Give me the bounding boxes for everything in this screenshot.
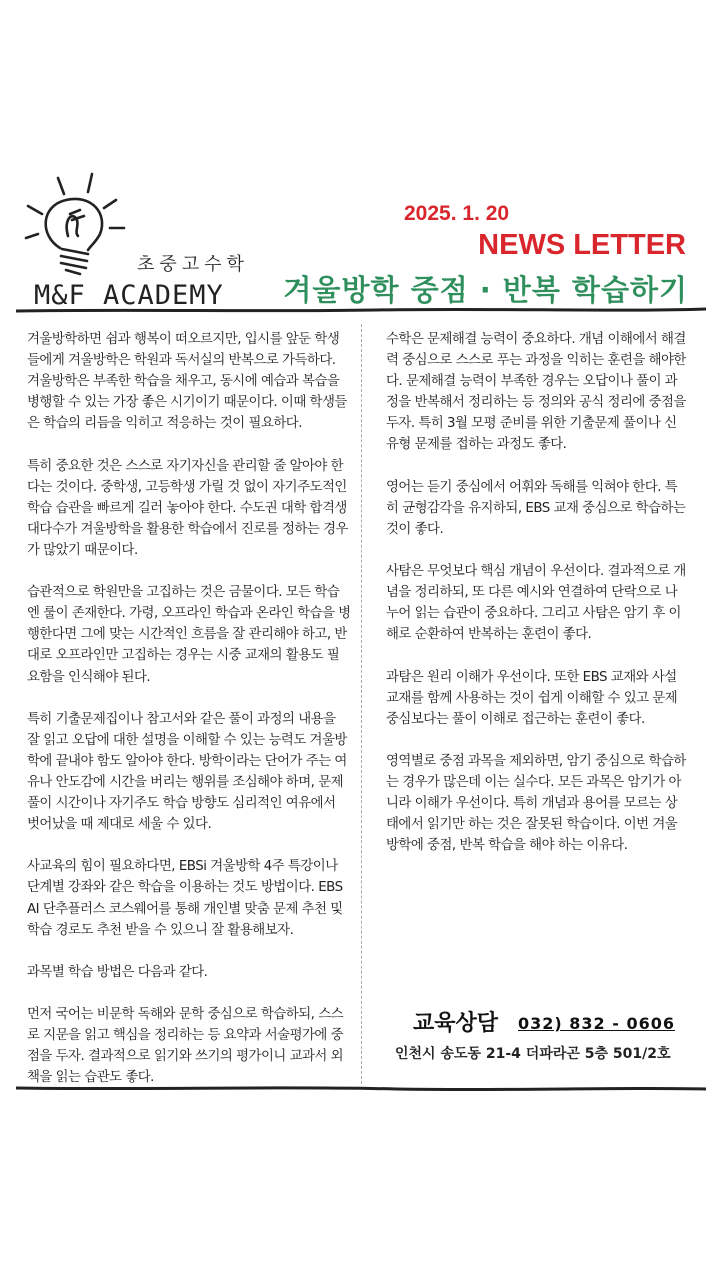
paragraph: 수학은 문제해결 능력이 중요하다. 개념 이해에서 해결력 중심으로 스스로 푸는 과정을 익히는 훈련을 해야한다. 문제해결 능력이 부족한 경우는 오답이나 풀이 과정을 반복해서 정리하는 등 정의와 공식 정리에 중점을 두자. 특히 3월 모평 준비를 위한 기출문제 풀이나 신유형 문제를 접하는 과정도 좋다. <box>386 332 686 453</box>
top-divider <box>16 306 706 314</box>
contact-address: 인천시 송도동 21-4 더파라곤 5층 501/2호 <box>395 1046 671 1062</box>
contact-title: 교육상담 <box>413 1011 499 1036</box>
paragraph: 먼저 국어는 비문학 독해와 문학 중심으로 학습하되, 스스로 지문을 읽고 핵심을 정리하는 등 요약과 서술평가에 중점을 두자. 결과적으로 읽기와 쓰기의 평가이니 교과서 외 책을 읽는 습관도 좋다. <box>27 1007 344 1086</box>
paragraph: 사교육의 힘이 필요하다면, EBSi 겨울방학 4주 특강이나 단계별 강좌와 같은 학습을 이용하는 것도 방법이다. EBS AI 단추플러스 코스웨어를 통해 개인별 맞춤 문제 추천 및 학습 경로도 추천 받을 수 있으니 잘 활용해보자. <box>27 859 343 938</box>
paragraph: 특히 기출문제집이나 참고서와 같은 풀이 과정의 내용을 잘 읽고 오답에 대한 설명을 이해할 수 있는 능력도 겨울방학에 끝내야 함도 알아야 한다. 방학이라는 단어가 주는 여유나 안도감에 시간을 버리는 행위를 조심해야 하며, 문제 풀이 시간이나 자기주도 학습 방향도 심리적인 여유에서 벗어났을 때 제대로 세울 수 있다. <box>27 711 347 833</box>
left-column <box>27 329 351 1109</box>
bottom-divider <box>16 1084 706 1092</box>
newsletter-label: NEWS LETTER <box>478 229 686 261</box>
headline: 겨울방학 중점 · 반복 학습하기 <box>283 273 688 307</box>
paragraph: 과탐은 원리 이해가 우선이다. 또한 EBS 교재와 사설 교재를 함께 사용하는 것이 쉽게 이해할 수 있고 문제 중심보다는 풀이 이해로 접근하는 훈련이 좋다. <box>386 669 678 727</box>
paragraph: 습관적으로 학원만을 고집하는 것은 금물이다. 모든 학습엔 룰이 존재한다. 가령, 오프라인 학습과 온라인 학습을 병행한다면 그에 맞는 시간적인 흐름을 잘 관리해야 하고, 반대로 오프라인만 고집하는 경우는 시중 교재의 활용도 필요함을 인식해야 된다. <box>27 585 351 685</box>
paragraph: 겨울방학하면 쉼과 행복이 떠오르지만, 입시를 앞둔 학생들에게 겨울방학은 학원과 독서실의 반복으로 가득하다. 겨울방학은 부족한 학습을 채우고, 동시에 예습과 복습을 병행할 수 있는 가장 좋은 시기이기 때문이다. 이때 학생들은 학습의 리듬을 익히고 적응하는 것이 필요하다. <box>27 332 347 432</box>
paragraph: 사탐은 무엇보다 핵심 개념이 우선이다. 결과적으로 개념을 정리하되, 또 다른 예시와 연결하여 단락으로 나누어 읽는 습관이 중요하다. 그리고 사탐은 암기 후 이해로 순환하여 반복하는 훈련이 좋다. <box>386 564 686 643</box>
lightbulb-icon <box>20 170 150 290</box>
contact-phone[interactable]: 032) 832 - 0606 <box>518 1014 675 1033</box>
paragraph: 영어는 듣기 중심에서 어휘와 독해를 익혀야 한다. 특히 균형감각을 유지하되, EBS 교재 중심으로 학습하는 것이 좋다. <box>386 479 686 537</box>
issue-date: 2025. 1. 20 <box>404 202 510 225</box>
newsletter-header <box>0 0 720 320</box>
paragraph: 과목별 학습 방법은 다음과 같다. <box>27 964 208 980</box>
right-column <box>386 329 686 877</box>
paragraph: 특히 중요한 것은 스스로 자기자신을 관리할 줄 알아야 한다는 것이다. 중학생, 고등학생 가릴 것 없이 자기주도적인 학습 습관을 빠르게 길러 놓아야 한다. 수도권 대학 합격생 대다수가 겨울방학을 활용한 학습에서 진로를 정하는 경우가 많았기 때문이다. <box>27 458 348 558</box>
column-divider <box>361 324 362 1084</box>
academy-subject: 초중고수학 <box>137 254 249 275</box>
academy-name: M&F ACADEMY <box>34 280 224 311</box>
paragraph: 영역별로 중점 과목을 제외하면, 암기 중심으로 학습하는 경우가 많은데 이는 실수다. 모든 과목은 암기가 아니라 이해가 우선이다. 특히 개념과 용어를 모르는 상태에서 읽기만 하는 것은 잘못된 학습이다. 이번 겨울방학에 중점, 반복 학습을 해야 하는 이유다. <box>386 753 686 854</box>
